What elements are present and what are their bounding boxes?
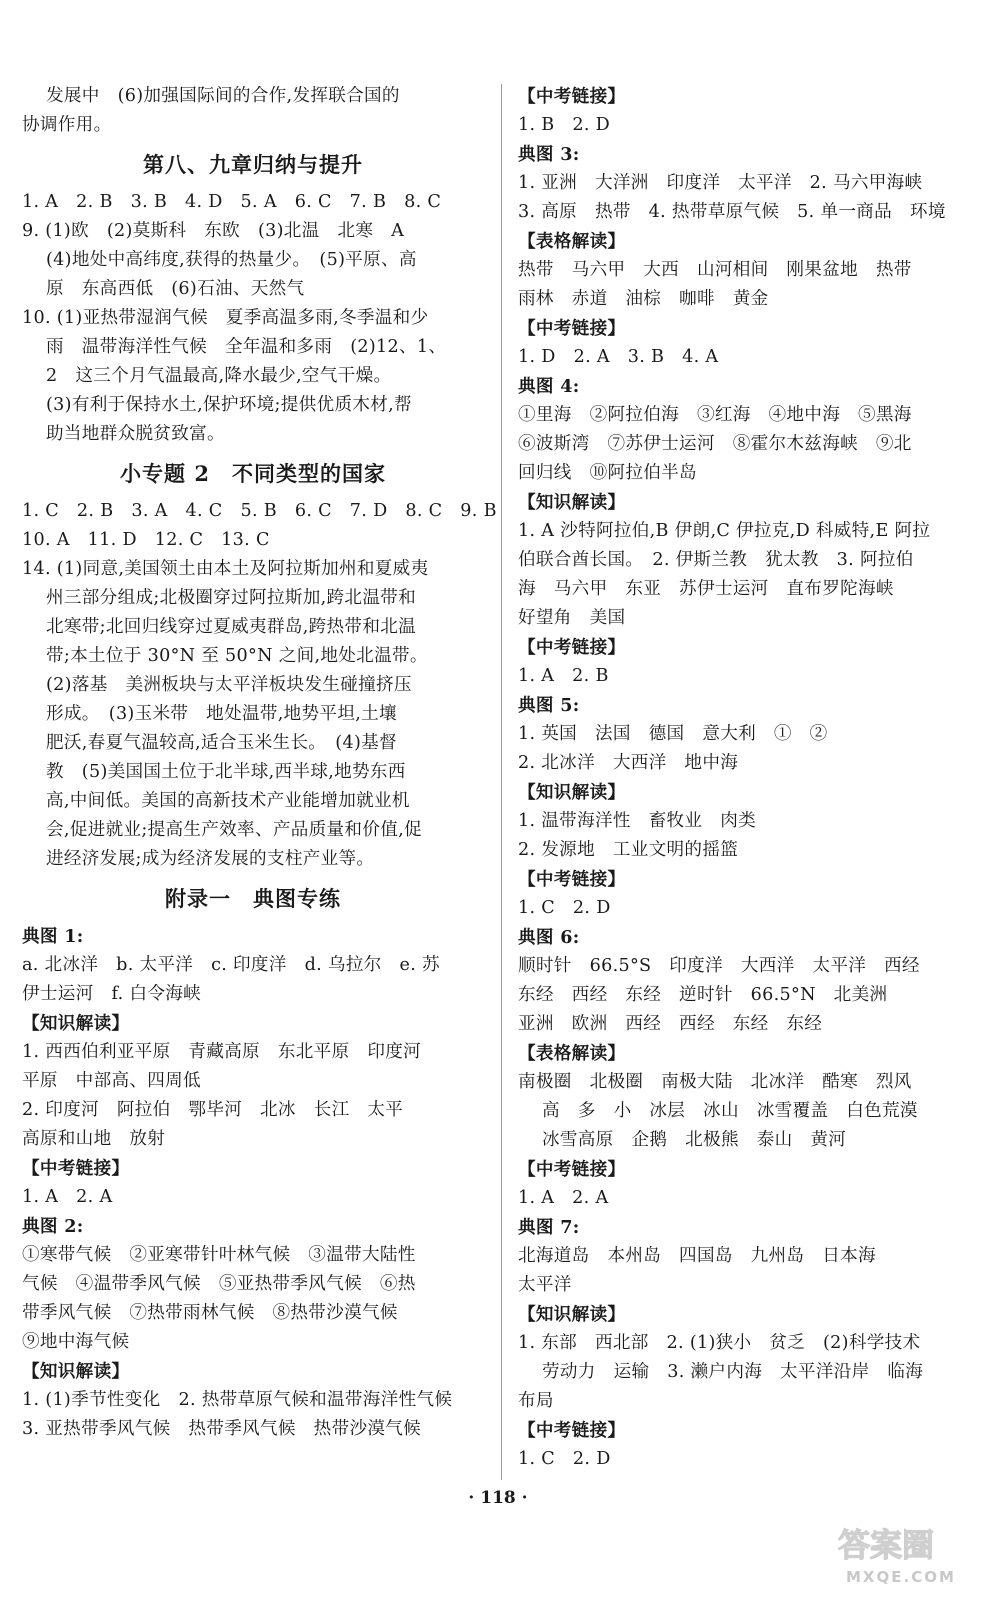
- figure-label: 典图 2:: [22, 1216, 84, 1237]
- figure-label: 典图 4:: [518, 376, 580, 397]
- subsection-label: 【表格解读】: [518, 1043, 626, 1064]
- text-line: 肥沃,春夏气温较高,适合玉米生长。 (4)基督: [46, 733, 397, 753]
- text-line: 进经济发展;成为经济发展的支柱产业等。: [46, 849, 375, 869]
- text-line: 协调作用。: [22, 115, 112, 135]
- text-line: 高原和山地 放射: [22, 1129, 166, 1149]
- text-line: 高 多 小 冰层 冰山 冰雪覆盖 白色荒漠: [542, 1101, 918, 1121]
- text-line: 海 马六甲 东亚 苏伊士运河 直布罗陀海峡: [518, 579, 894, 599]
- text-line: 回归线 ⑩阿拉伯半岛: [518, 463, 697, 483]
- text-line: ①寒带气候 ②亚寒带针叶林气候 ③温带大陆性: [22, 1245, 416, 1265]
- figure-label: 典图 6:: [518, 927, 580, 948]
- text-line: 1. A 2. B: [518, 666, 609, 686]
- text-line: 带季风气候 ⑦热带雨林气候 ⑧热带沙漠气候: [22, 1303, 398, 1323]
- text-line: 助当地群众脱贫致富。: [46, 424, 225, 444]
- subsection-label: 【中考链接】: [518, 869, 626, 890]
- figure-label: 典图 7:: [518, 1217, 580, 1238]
- text-line: (2)落基 美洲板块与太平洋板块发生碰撞挤压: [46, 675, 412, 695]
- text-line: 雨 温带海洋性气候 全年温和多雨 (2)12、1、: [46, 337, 447, 357]
- subsection-label: 【表格解读】: [518, 231, 626, 252]
- text-line: 州三部分组成;北极圈穿过阿拉斯加,跨北温带和: [46, 588, 416, 608]
- column-divider: [501, 84, 502, 1480]
- text-line: 形成。 (3)玉米带 地处温带,地势平坦,土壤: [46, 704, 397, 724]
- text-line: 亚洲 欧洲 西经 西经 东经 东经: [518, 1014, 823, 1034]
- text-line: 东经 西经 东经 逆时针 66.5°N 北美洲: [518, 985, 888, 1005]
- text-line: (4)地处中高纬度,获得的热量少。 (5)平原、高: [46, 250, 417, 270]
- text-line: ①里海 ②阿拉伯海 ③红海 ④地中海 ⑤黑海: [518, 405, 912, 425]
- text-line: 北寒带;北回归线穿过夏威夷群岛,跨热带和北温: [46, 617, 416, 637]
- text-line: 高,中间低。美国的高新技术产业能增加就业机: [46, 791, 410, 811]
- figure-label: 典图 3:: [518, 144, 580, 165]
- text-line: 发展中 (6)加强国际间的合作,发挥联合国的: [46, 86, 400, 106]
- text-line: 2. 发源地 工业文明的摇篮: [518, 840, 739, 860]
- text-line: 9. (1)欧 (2)莫斯科 东欧 (3)北温 北寒 A: [22, 221, 405, 241]
- text-line: 气候 ④温带季风气候 ⑤亚热带季风气候 ⑥热: [22, 1274, 416, 1294]
- text-line: 好望角 美国: [518, 608, 626, 628]
- subsection-label: 【知识解读】: [518, 782, 626, 803]
- text-line: 布局: [518, 1391, 554, 1411]
- watermark-logo-icon: [832, 1520, 980, 1592]
- text-line: 1. 亚洲 大洋洲 印度洋 太平洋 2. 马六甲海峡: [518, 173, 923, 193]
- text-line: 1. 英国 法国 德国 意大利 ① ②: [518, 724, 828, 744]
- text-line: ⑥波斯湾 ⑦苏伊士运河 ⑧霍尔木兹海峡 ⑨北: [518, 434, 912, 454]
- text-line: 伯联合酋长国。 2. 伊斯兰教 犹太教 3. 阿拉伯: [518, 550, 914, 570]
- text-line: 1. A 2. B 3. B 4. D 5. A 6. C 7. B 8. C: [22, 192, 442, 212]
- page-number: · 118 ·: [468, 1488, 528, 1508]
- text-line: 1. (1)季节性变化 2. 热带草原气候和温带海洋性气候: [22, 1390, 453, 1410]
- text-line: 10. A 11. D 12. C 13. C: [22, 530, 270, 550]
- text-line: 热带 马六甲 大西 山河相间 刚果盆地 热带: [518, 260, 912, 280]
- text-line: 2. 北冰洋 大西洋 地中海: [518, 753, 739, 773]
- watermark-small-text: MXQE.COM: [846, 1568, 956, 1586]
- text-line: 雨林 赤道 油棕 咖啡 黄金: [518, 289, 769, 309]
- text-line: 1. C 2. D: [518, 1449, 611, 1469]
- subsection-label: 【知识解读】: [22, 1361, 130, 1382]
- text-line: 北海道岛 本州岛 四国岛 九州岛 日本海: [518, 1246, 876, 1266]
- text-line: 1. D 2. A 3. B 4. A: [518, 347, 719, 367]
- text-line: 会,促进就业;提高生产效率、产品质量和价值,促: [46, 820, 422, 840]
- text-line: 原 东高西低 (6)石油、天然气: [46, 279, 305, 299]
- text-line: 1. B 2. D: [518, 115, 611, 135]
- subsection-label: 【知识解读】: [518, 492, 626, 513]
- text-line: 1. A 2. A: [22, 1187, 113, 1207]
- subsection-label: 【中考链接】: [22, 1158, 130, 1179]
- figure-label: 典图 1:: [22, 926, 84, 947]
- section-title: 小专题 2 不同类型的国家: [120, 461, 386, 486]
- text-line: 14. (1)同意,美国领土由本土及阿拉斯加州和夏威夷: [22, 559, 429, 579]
- text-line: (3)有利于保持水土,保护环境;提供优质木材,帮: [46, 395, 412, 415]
- text-line: 10. (1)亚热带湿润气候 夏季高温多雨,冬季温和少: [22, 308, 429, 328]
- text-line: 3. 高原 热带 4. 热带草原气候 5. 单一商品 环境: [518, 202, 946, 222]
- text-line: ⑨地中海气候: [22, 1332, 130, 1352]
- text-line: 1. 温带海洋性 畜牧业 肉类: [518, 811, 757, 831]
- text-line: 教 (5)美国国土位于北半球,西半球,地势东西: [46, 762, 406, 782]
- text-line: 1. A 沙特阿拉伯,B 伊朗,C 伊拉克,D 科威特,E 阿拉: [518, 521, 931, 541]
- text-line: 1. 东部 西北部 2. (1)狭小 贫乏 (2)科学技术: [518, 1333, 921, 1353]
- text-line: 3. 亚热带季风气候 热带季风气候 热带沙漠气候: [22, 1419, 422, 1439]
- text-line: 2 这三个月气温最高,降水最少,空气干燥。: [46, 366, 392, 386]
- subsection-label: 【中考链接】: [518, 318, 626, 339]
- section-title: 附录一 典图专练: [165, 886, 341, 911]
- text-line: 顺时针 66.5°S 印度洋 大西洋 太平洋 西经: [518, 956, 920, 976]
- text-line: 劳动力 运输 3. 濑户内海 太平洋沿岸 临海: [542, 1362, 924, 1382]
- text-line: 太平洋: [518, 1275, 572, 1295]
- text-line: a. 北冰洋 b. 太平洋 c. 印度洋 d. 乌拉尔 e. 苏: [22, 955, 440, 975]
- text-line: 1. C 2. B 3. A 4. C 5. B 6. C 7. D 8. C 9. B: [22, 501, 497, 521]
- text-line: 平原 中部高、四周低: [22, 1071, 201, 1091]
- subsection-label: 【中考链接】: [518, 86, 626, 107]
- subsection-label: 【知识解读】: [22, 1013, 130, 1034]
- subsection-label: 【中考链接】: [518, 1420, 626, 1441]
- figure-label: 典图 5:: [518, 695, 580, 716]
- subsection-label: 【中考链接】: [518, 1159, 626, 1180]
- text-line: 南极圈 北极圈 南极大陆 北冰洋 酷寒 烈风: [518, 1072, 912, 1092]
- text-line: 1. A 2. A: [518, 1188, 609, 1208]
- subsection-label: 【知识解读】: [518, 1304, 626, 1325]
- right-column: [518, 82, 978, 1474]
- left-column: [22, 82, 497, 1444]
- text-line: 冰雪高原 企鹅 北极熊 泰山 黄河: [542, 1130, 847, 1150]
- text-line: 2. 印度河 阿拉伯 鄂毕河 北冰 长江 太平: [22, 1100, 404, 1120]
- text-line: 带;本土位于 30°N 至 50°N 之间,地处北温带。: [46, 646, 428, 666]
- text-line: 1. C 2. D: [518, 898, 611, 918]
- text-line: 伊士运河 f. 白令海峡: [22, 984, 202, 1004]
- watermark-big-text: 答案圈: [838, 1526, 935, 1564]
- text-line: 1. 西西伯利亚平原 青藏高原 东北平原 印度河: [22, 1042, 422, 1062]
- subsection-label: 【中考链接】: [518, 637, 626, 658]
- section-title: 第八、九章归纳与提升: [143, 152, 363, 177]
